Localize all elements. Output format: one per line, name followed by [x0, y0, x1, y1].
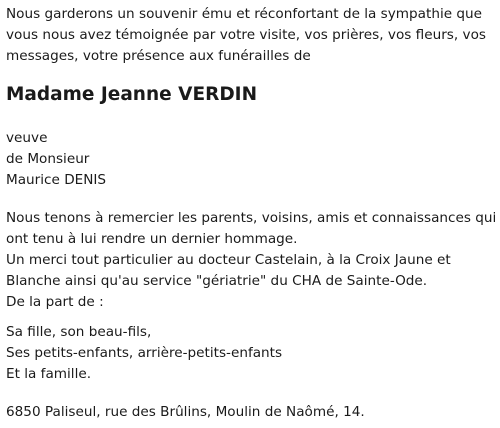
family-line-1: Sa fille, son beau-fils,: [6, 324, 152, 340]
intro-line-3: messages, votre présence aux funérailles de: [6, 48, 311, 64]
thanks-line-2: ont tenu à lui rendre un dernier hommage.: [6, 231, 298, 247]
family-line-3: Et la famille.: [6, 366, 92, 382]
intro-line-2: vous nous avez témoignée par votre visite, vos prières, vos fleurs, vos: [6, 27, 486, 43]
deceased-name: Madame Jeanne VERDIN: [6, 84, 258, 105]
thanks-line-1: Nous tenons à remercier les parents, voisins, amis et connaissances qui: [6, 210, 497, 226]
address-paragraph: [6, 402, 365, 423]
spouse-line-3: Maurice DENIS: [6, 172, 107, 188]
address-line: 6850 Paliseul, rue des Brûlins, Moulin de Naômé, 14.: [6, 404, 365, 420]
thanks-line-3: Un merci tout particulier au docteur Castelain, à la Croix Jaune et: [6, 252, 451, 268]
spouse-paragraph: [6, 128, 106, 191]
spouse-line-2: de Monsieur: [6, 151, 90, 167]
thanks-line-4: Blanche ainsi qu'au service "gériatrie" du CHA de Sainte-Ode.: [6, 273, 428, 289]
family-line-2: Ses petits-enfants, arrière-petits-enfants: [6, 345, 283, 361]
thanks-paragraph: [6, 208, 496, 313]
thanks-line-5: De la part de :: [6, 294, 104, 310]
family-paragraph: [6, 322, 282, 385]
spouse-line-1: veuve: [6, 130, 48, 146]
intro-paragraph: [6, 4, 486, 67]
intro-line-1: Nous garderons un souvenir ému et réconfortant de la sympathie que: [6, 6, 483, 22]
